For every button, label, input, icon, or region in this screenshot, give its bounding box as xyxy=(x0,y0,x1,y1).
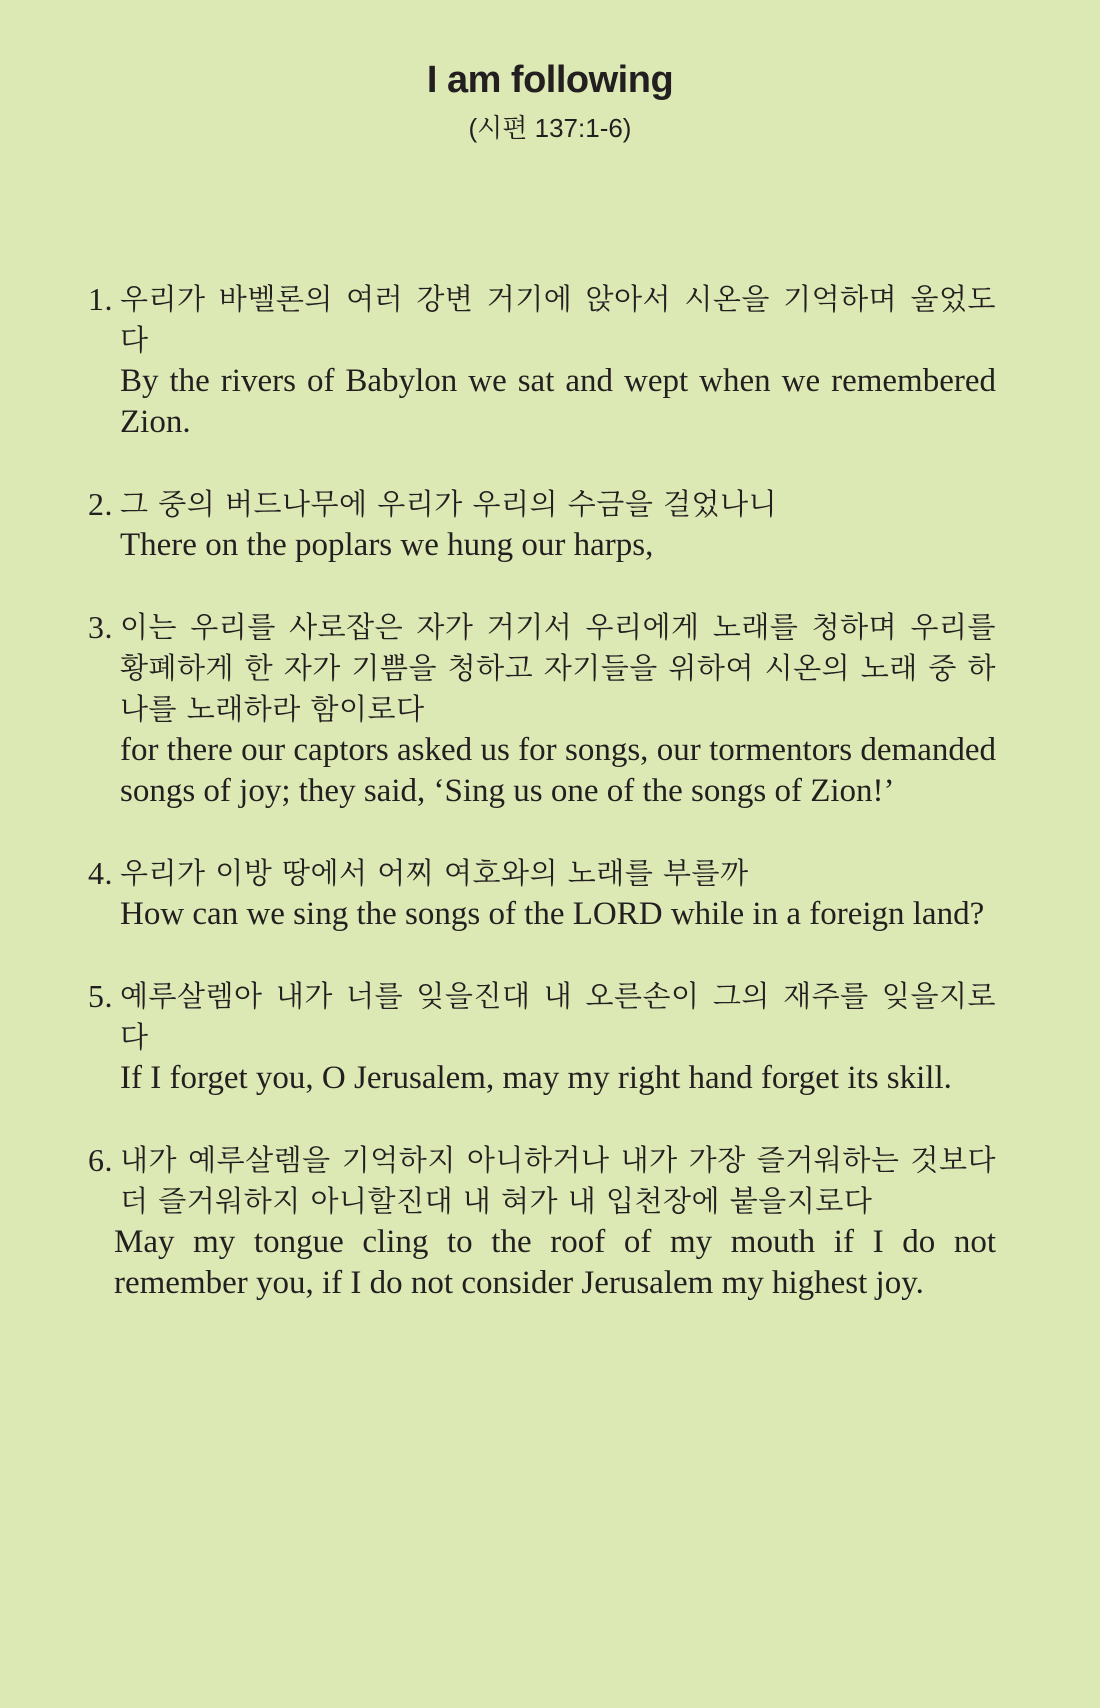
verse-english: May my tongue cling to the roof of my mouth if I do not remember you, if I do not consider Jerusalem my highest joy. xyxy=(114,1224,996,1301)
verse-korean xyxy=(88,607,996,730)
verse-korean xyxy=(88,279,996,361)
verse-number: 5. xyxy=(88,978,113,1014)
verse-korean xyxy=(88,976,996,1058)
verse-number: 4. xyxy=(88,855,113,891)
verse-4 xyxy=(88,853,996,935)
page-title: I am following xyxy=(426,59,674,101)
verse-korean-text: 우리가 이방 땅에서 어찌 여호와의 노래를 부를까 xyxy=(120,856,749,890)
verse-korean xyxy=(88,853,996,894)
verse-6 xyxy=(88,1140,996,1304)
verse-list xyxy=(88,279,996,1304)
verse-number: 3. xyxy=(88,609,113,645)
verse-1 xyxy=(88,279,996,443)
verse-korean-text: 내가 예루살렘을 기억하지 아니하거나 내가 가장 즐거워하는 것보다 더 즐거워하지 아니할진대 내 혀가 내 입천장에 붙을지로다 xyxy=(120,1143,996,1218)
verse-number: 1. xyxy=(88,281,113,317)
verse-5 xyxy=(88,976,996,1099)
verse-korean xyxy=(88,1140,996,1222)
verse-korean-text: 이는 우리를 사로잡은 자가 거기서 우리에게 노래를 청하며 우리를 황폐하게 한 자가 기쁨을 청하고 자기들을 위하여 시온의 노래 중 하나를 노래하라 함이로다 xyxy=(120,610,996,726)
scripture-reference: (시편 137:1-6) xyxy=(468,113,632,143)
verse-korean xyxy=(88,484,996,525)
verse-english: There on the poplars we hung our harps, xyxy=(120,527,654,563)
verse-korean-text: 우리가 바벨론의 여러 강변 거기에 앉아서 시온을 기억하며 울었도다 xyxy=(120,282,996,357)
verse-number: 2. xyxy=(88,486,113,522)
verse-english: for there our captors asked us for songs, our tormentors demanded songs of joy; they said, ‘Sing us one of the songs of Zion!’ xyxy=(120,732,996,809)
verse-2 xyxy=(88,484,996,566)
verse-korean-text: 그 중의 버드나무에 우리가 우리의 수금을 걸었나니 xyxy=(120,487,778,521)
verse-english: How can we sing the songs of the LORD while in a foreign land? xyxy=(120,896,985,932)
verse-english: If I forget you, O Jerusalem, may my right hand forget its skill. xyxy=(120,1060,952,1096)
verse-number: 6. xyxy=(88,1142,113,1178)
verse-korean-text: 예루살렘아 내가 너를 잊을진대 내 오른손이 그의 재주를 잊을지로다 xyxy=(120,979,996,1054)
verse-english: By the rivers of Babylon we sat and wept when we remembered Zion. xyxy=(120,363,996,440)
verse-3 xyxy=(88,607,996,812)
